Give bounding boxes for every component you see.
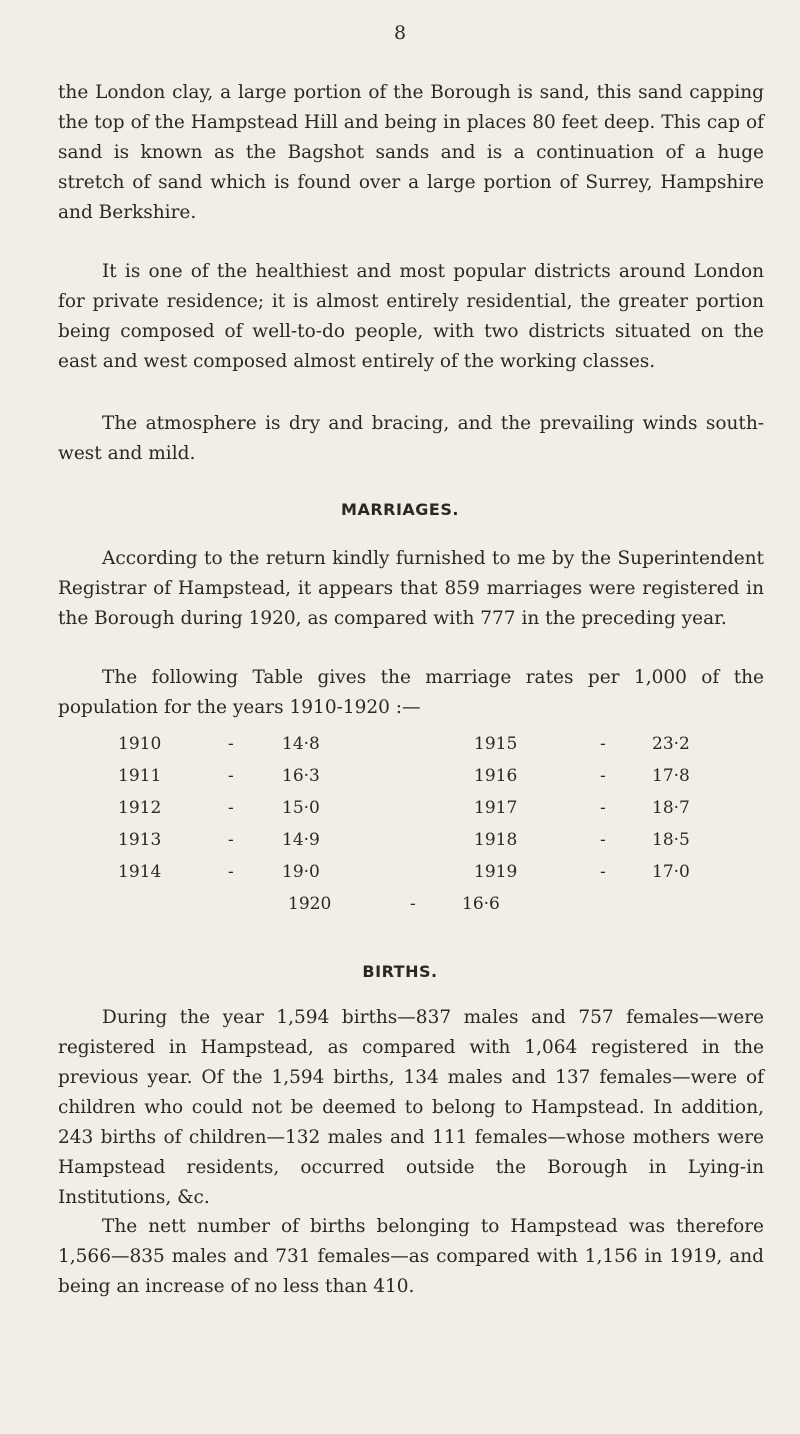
paragraph-marriages-return: According to the return kindly furnished to me by the Superintendent Registrar of Hampstead, it appears that 859 marriages were registered in the Borough during 1920, as compared with 777 in the preceding year. [58, 548, 764, 629]
rate-cell: 14·8 [282, 734, 320, 754]
year-cell: 1914 [118, 862, 162, 882]
paragraph-atmosphere: The atmosphere is dry and bracing, and the prevailing winds south-west and mild. [58, 413, 764, 464]
dash: - [228, 862, 234, 882]
dash: - [600, 734, 606, 754]
paragraph-marriage-table-intro: The following Table gives the marriage rates per 1,000 of the population for the years 1910-1920 :— [58, 667, 764, 718]
paragraph-geology: the London clay, a large portion of the Borough is sand, this sand capping the top of the Hampstead Hill and being in places 80 feet deep. This cap of sand is known as the Bagshot sands and is a continuation of a huge stretch of sand which is found over a large portion of Surrey, Hampshire and Berkshire. [58, 82, 764, 223]
dash: - [228, 766, 234, 786]
table-row [0, 798, 800, 830]
dash: - [600, 862, 606, 882]
rate-cell: 17·8 [652, 766, 690, 786]
dash: - [228, 830, 234, 850]
rate-cell: 17·0 [652, 862, 690, 882]
rate-cell: 14·9 [282, 830, 320, 850]
paragraph-births-registered: During the year 1,594 births—837 males and 757 females—were registered in Hampstead, as compared with 1,064 registered in the previous year. Of the 1,594 births, 134 males and 137 females—were of children who could not be deemed to belong to Hampstead. In addition, 243 births of children—132 males and 111 females—whose mothers were Hampstead residents, occurred outside the Borough in Lying-in Institutions, &c. [58, 1007, 764, 1208]
rate-cell: 18·5 [652, 830, 690, 850]
year-cell: 1910 [118, 734, 162, 754]
rate-cell: 23·2 [652, 734, 690, 754]
dash: - [410, 894, 416, 914]
dash: - [228, 798, 234, 818]
year-cell: 1912 [118, 798, 162, 818]
paragraph-births-nett: The nett number of births belonging to Hampstead was therefore 1,566—835 males and 731 females—as compared with 1,156 in 1919, and being an increase of no less than 410. [58, 1216, 764, 1297]
year-cell: 1911 [118, 766, 162, 786]
year-cell: 1913 [118, 830, 162, 850]
births-heading: BIRTHS. [362, 962, 438, 981]
marriages-heading: MARRIAGES. [341, 500, 459, 519]
year-cell: 1920 [288, 894, 332, 914]
dash: - [600, 830, 606, 850]
year-cell: 1918 [474, 830, 518, 850]
table-row [0, 862, 800, 894]
year-cell: 1915 [474, 734, 518, 754]
year-cell: 1917 [474, 798, 518, 818]
dash: - [600, 766, 606, 786]
table-row [0, 734, 800, 766]
year-cell: 1916 [474, 766, 518, 786]
paragraph-residential: It is one of the healthiest and most popular districts around London for private residence; it is almost entirely residential, the greater portion being composed of well-to-do people, with two districts situated on the east and west composed almost entirely of the working classes. [58, 261, 764, 372]
rate-cell: 15·0 [282, 798, 320, 818]
dash: - [228, 734, 234, 754]
table-row [0, 830, 800, 862]
rate-cell: 16·6 [462, 894, 500, 914]
year-cell: 1919 [474, 862, 518, 882]
page-number: 8 [393, 22, 407, 44]
marriage-rates-table [0, 734, 800, 926]
rate-cell: 19·0 [282, 862, 320, 882]
rate-cell: 18·7 [652, 798, 690, 818]
rate-cell: 16·3 [282, 766, 320, 786]
table-row [0, 766, 800, 798]
dash: - [600, 798, 606, 818]
table-row-final [0, 894, 800, 926]
